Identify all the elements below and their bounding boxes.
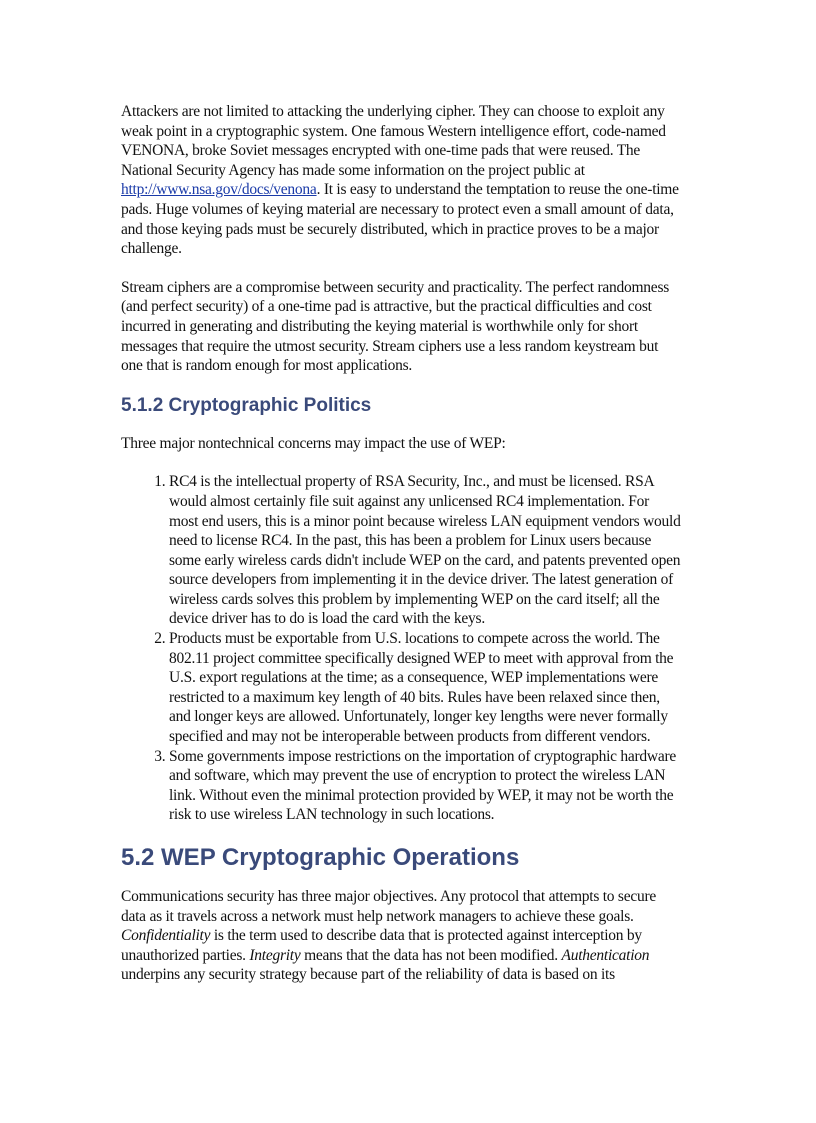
paragraph-stream-ciphers: Stream ciphers are a compromise between security and practicality. The perfect randomness (and perfect security) of a one-time pad is attractive, but the practical difficulties and cost incurred in generating and distributing the keying material is worthwhile only for short messages that require the utmost security. Stream ciphers use a less random keystream but one that is random enough for most applications. [121, 278, 670, 375]
objectives-text-1: Communications security has three major objectives. Any protocol that attempts to secure data as it travels across a network must help network managers to achieve these goals. [121, 888, 657, 925]
list-item: 1. RC4 is the intellectual property of RSA Security, Inc., and must be licensed. RSA would almost certainly file suit against any unlicensed RC4 implementation. For most end users, this is a minor point because wireless LAN equipment vendors would need to license RC4. In the past, this has been a problem for Linux users because some early wireless cards didn't include WEP on the card, and patents prevented open source developers from implementing it in the device driver. The latest generation of wireless cards solves this problem by implementing WEP on the card itself; all the device driver has to do is load the card with the keys. [169, 472, 681, 629]
document-page [121, 100, 681, 985]
term-integrity: Integrity [249, 946, 301, 964]
paragraph-security-objectives [121, 887, 681, 985]
paragraph-venona-text-2: . It is easy to understand the temptation to reuse the one-time pads. Huge volumes of keying material are necessary to protect even a small amount of data, and those keying pads must be securely distributed, which in practice proves to be a major challenge. [121, 181, 679, 258]
paragraph-concerns-intro: Three major nontechnical concerns may impact the use of WEP: [121, 434, 506, 452]
section-heading-wep-cryptographic-operations: 5.2 WEP Cryptographic Operations [121, 844, 520, 871]
concerns-list [121, 472, 681, 825]
venona-link[interactable]: http://www.nsa.gov/docs/venona [121, 181, 317, 199]
objectives-text-2: is the term used to describe data that is protected against interception by unauthorized parties. [121, 927, 642, 964]
objectives-text-3: means that the data has not been modified. [300, 946, 562, 964]
list-item: 2. Products must be exportable from U.S. locations to compete across the world. The 802.11 project committee specifically designed WEP to meet with approval from the U.S. export regulations at the time; as a consequence, WEP implementations were restricted to a maximum key length of 40 bits. Rules have been relaxed since then, and longer keys are allowed. Unfortunately, longer key lengths were never formally specified and may not be interoperable between products from different vendors. [169, 629, 681, 747]
objectives-text-4: underpins any security strategy because part of the reliability of data is based on its [121, 966, 615, 984]
section-heading-cryptographic-politics: 5.1.2 Cryptographic Politics [121, 394, 372, 416]
term-confidentiality: Confidentiality [121, 927, 211, 945]
paragraph-venona-text-1: Attackers are not limited to attacking the underlying cipher. They can choose to exploit any weak point in a cryptographic system. One famous Western intelligence effort, code-named VENONA, broke Soviet messages encrypted with one-time pads that were reused. The National Security Agency has made some information on the project public at [121, 103, 666, 179]
paragraph-venona [121, 102, 681, 259]
list-item: 3. Some governments impose restrictions on the importation of cryptographic hardware and software, which may prevent the use of encryption to protect the wireless LAN link. Without even the minimal protection provided by WEP, it may not be worth the risk to use wireless LAN technology in such locations. [169, 747, 681, 825]
term-authentication: Authentication [561, 946, 650, 964]
